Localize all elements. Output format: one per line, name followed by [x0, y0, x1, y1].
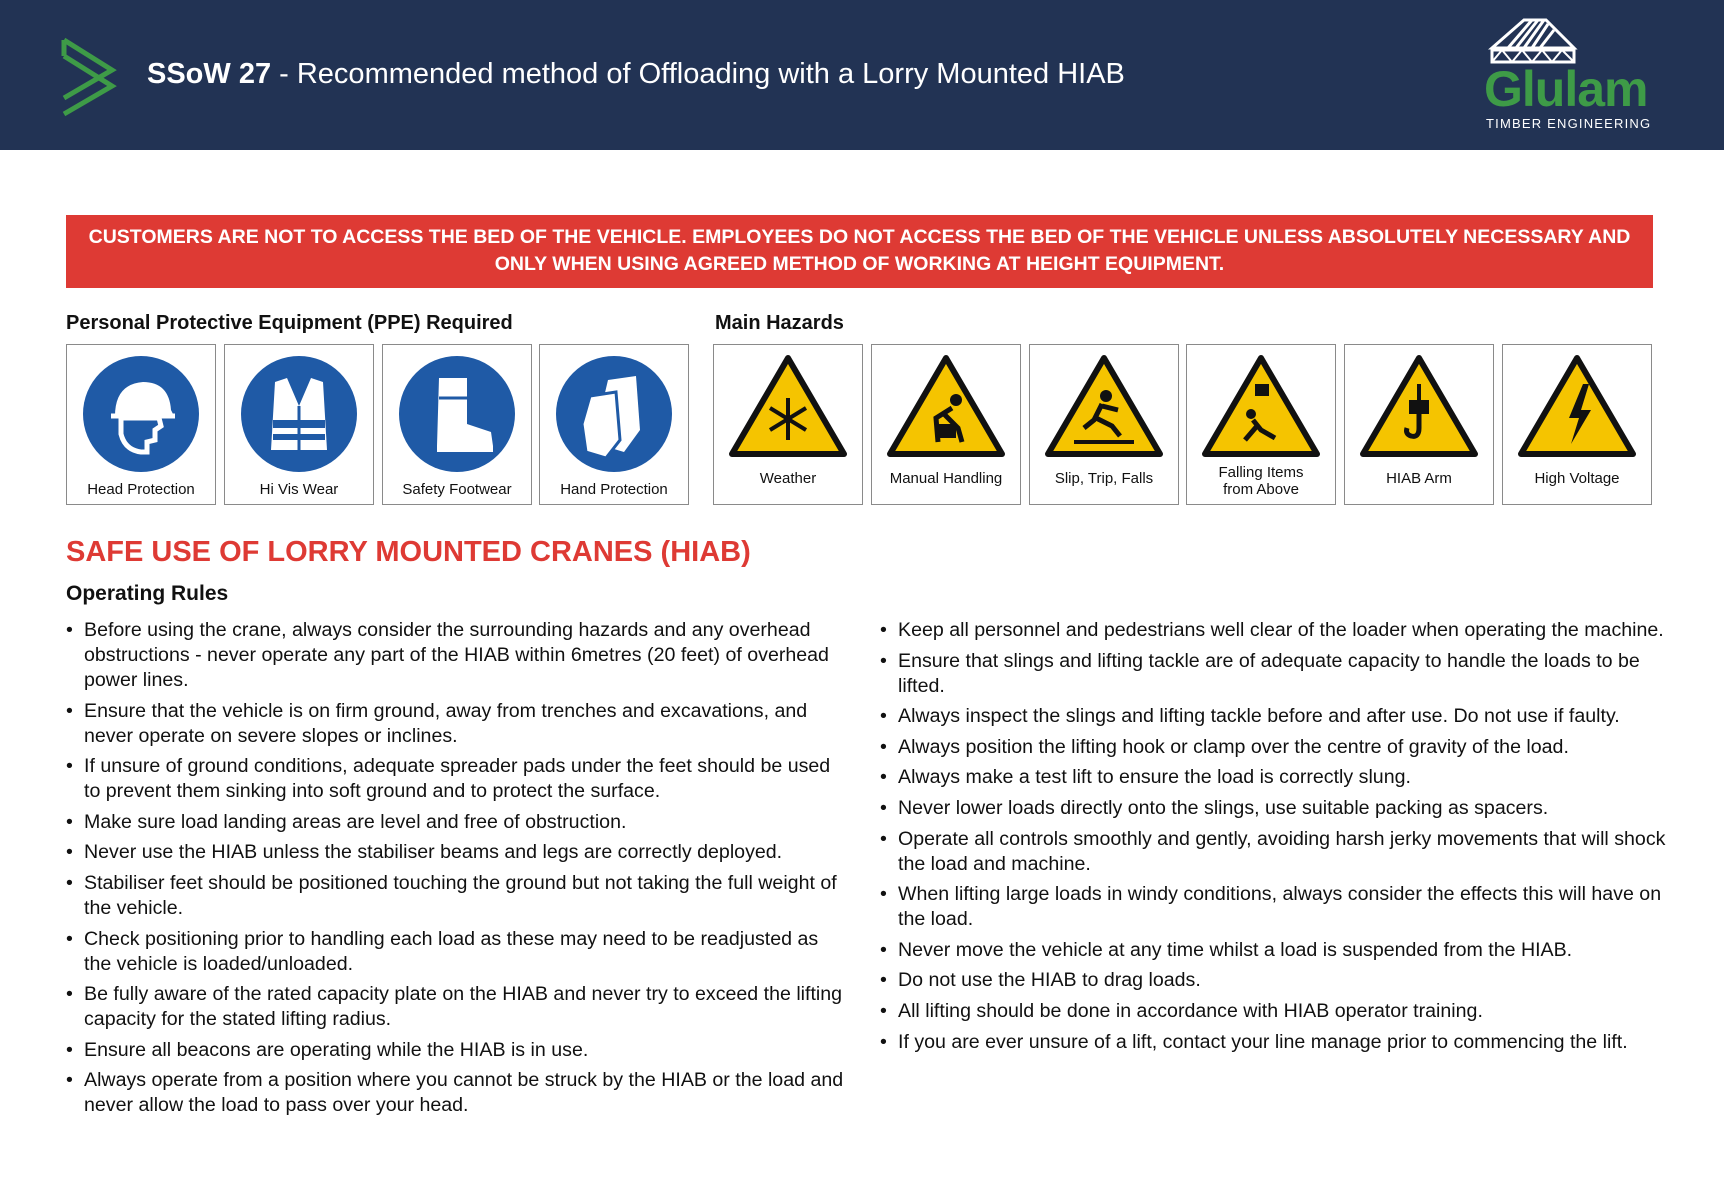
hazard-caption: High Voltage: [1534, 470, 1620, 487]
left-rules-list: [66, 618, 846, 1124]
rule-item: • Ensure all beacons are operating while the HIAB is in use.: [66, 1038, 846, 1063]
rule-item: • Always position the lifting hook or clamp over the centre of gravity of the load.: [880, 735, 1670, 760]
ppe-caption: Head Protection: [87, 481, 195, 498]
chevron-logo-icon: [60, 36, 118, 118]
rule-item: • If you are ever unsure of a lift, contact your line manage prior to commencing the lift.: [880, 1030, 1670, 1055]
ppe-tile-safety-footwear: [382, 344, 532, 505]
hazards-section-label: Main Hazards: [715, 312, 844, 334]
ppe-caption: Hand Protection: [560, 481, 668, 498]
hazard-tile-hiab-arm: [1344, 344, 1494, 505]
hazard-caption-line: Falling Items: [1218, 464, 1304, 481]
document-code: SSoW 27: [147, 58, 272, 90]
gloves-icon: [554, 354, 674, 474]
hazard-caption: Slip, Trip, Falls: [1054, 470, 1154, 487]
rule-item: • Do not use the HIAB to drag loads.: [880, 968, 1670, 993]
document-title: [147, 58, 1125, 91]
snowflake-warning-icon: [728, 354, 848, 460]
access-warning-banner: CUSTOMERS ARE NOT TO ACCESS THE BED OF THE VEHICLE. EMPLOYEES DO NOT ACCESS THE BED OF THE VEHICLE UNLESS ABSOLUTELY NECESSARY AND ONLY WHEN USING AGREED METHOD OF WORKING AT HEIGHT EQUIPMENT.: [66, 215, 1653, 288]
safety-boot-icon: [397, 354, 517, 474]
header-bar: [0, 0, 1724, 150]
rule-item: • Always inspect the slings and lifting tackle before and after use. Do not use if faulty.: [880, 704, 1670, 729]
hazard-tile-weather: [713, 344, 863, 505]
rule-item: • When lifting large loads in windy conditions, always consider the effects this will have on the load.: [880, 882, 1670, 932]
brand-name: Glulam: [1484, 61, 1648, 117]
hazard-tile-slip-trip: [1029, 344, 1179, 505]
hazard-tile-high-voltage: [1502, 344, 1652, 505]
ppe-tile-hi-vis: [224, 344, 374, 505]
rule-item: • Always operate from a position where you cannot be struck by the HIAB or the load and never allow the load to pass over your head.: [66, 1068, 846, 1118]
brand-tagline: TIMBER ENGINEERING: [1486, 116, 1652, 131]
hazard-tile-manual-handling: [871, 344, 1021, 505]
operating-rules-heading: Operating Rules: [66, 582, 229, 605]
ppe-tile-hand-protection: [539, 344, 689, 505]
hi-vis-vest-icon: [239, 354, 359, 474]
ppe-caption: Hi Vis Wear: [259, 481, 339, 498]
ppe-tile-head-protection: [66, 344, 216, 505]
hazard-caption: Manual Handling: [889, 470, 1003, 487]
rule-item: • Check positioning prior to handling each load as these may need to be readjusted as the vehicle is loaded/unloaded.: [66, 927, 846, 977]
brand-logo: [1480, 16, 1670, 134]
rule-item: • Make sure load landing areas are level and free of obstruction.: [66, 810, 846, 835]
rule-item: • Ensure that slings and lifting tackle are of adequate capacity to handle the loads to be lifted.: [880, 649, 1670, 699]
rule-item: • Ensure that the vehicle is on firm ground, away from trenches and excavations, and never operate on severe slopes or inclines.: [66, 699, 846, 749]
ppe-section-label: Personal Protective Equipment (PPE) Required: [66, 312, 513, 334]
rule-item: • Keep all personnel and pedestrians well clear of the loader when operating the machine.: [880, 618, 1670, 643]
slip-warning-icon: [1044, 354, 1164, 460]
rule-item: • All lifting should be done in accordance with HIAB operator training.: [880, 999, 1670, 1024]
rule-item: • Never lower loads directly onto the slings, use suitable packing as spacers.: [880, 796, 1670, 821]
crane-hook-warning-icon: [1359, 354, 1479, 460]
hard-hat-icon: [81, 354, 201, 474]
hazard-caption: Weather: [759, 470, 817, 487]
hazard-tile-falling-items: [1186, 344, 1336, 505]
rule-item: • Be fully aware of the rated capacity plate on the HIAB and never try to exceed the lifting capacity for the stated lifting radius.: [66, 982, 846, 1032]
rule-item: • Before using the crane, always consider the surrounding hazards and any overhead obstructions - never operate any part of the HIAB within 6metres (20 feet) of overhead power lines.: [66, 618, 846, 693]
document-title-text: - Recommended method of Offloading with a Lorry Mounted HIAB: [271, 58, 1125, 90]
rule-item: • Stabiliser feet should be positioned touching the ground but not taking the full weight of the vehicle.: [66, 871, 846, 921]
hazard-caption: HIAB Arm: [1386, 470, 1452, 487]
section-title: SAFE USE OF LORRY MOUNTED CRANES (HIAB): [66, 536, 751, 568]
rule-item: • Always make a test lift to ensure the load is correctly slung.: [880, 765, 1670, 790]
high-voltage-warning-icon: [1517, 354, 1637, 460]
manual-handling-warning-icon: [886, 354, 1006, 460]
rule-item: • Never use the HIAB unless the stabiliser beams and legs are correctly deployed.: [66, 840, 846, 865]
rule-item: • Never move the vehicle at any time whilst a load is suspended from the HIAB.: [880, 938, 1670, 963]
hazard-caption-line: from Above: [1223, 481, 1299, 498]
falling-items-warning-icon: [1201, 354, 1321, 460]
rule-item: • Operate all controls smoothly and gently, avoiding harsh jerky movements that will shock the load and machine.: [880, 827, 1670, 877]
ppe-caption: Safety Footwear: [402, 481, 512, 498]
rule-item: • If unsure of ground conditions, adequate spreader pads under the feet should be used to prevent them sinking into soft ground and to protect the surface.: [66, 754, 846, 804]
right-rules-list: [880, 618, 1670, 1060]
hazard-caption: [1187, 464, 1335, 498]
